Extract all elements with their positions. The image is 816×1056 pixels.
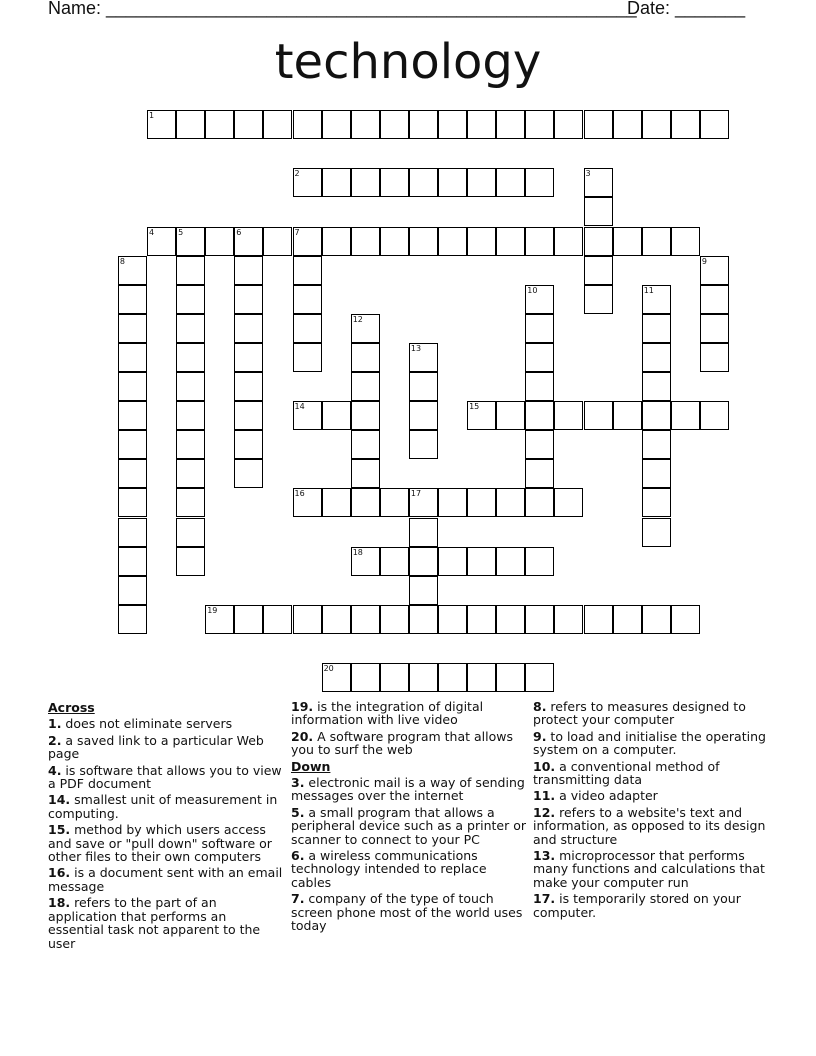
grid-cell[interactable] (351, 605, 380, 634)
grid-cell[interactable] (351, 372, 380, 401)
grid-cell[interactable] (642, 430, 671, 459)
clue-item (48, 866, 284, 893)
grid-cell[interactable] (642, 372, 671, 401)
clue-text: company of the type of touch screen phone most of the world uses today (291, 891, 523, 934)
grid-cell[interactable] (613, 110, 642, 139)
grid-cell[interactable] (409, 518, 438, 547)
grid-cell[interactable] (118, 430, 147, 459)
grid-cell[interactable] (554, 605, 583, 634)
clue-number-label: 11. (533, 788, 556, 804)
clue-item (291, 892, 527, 932)
grid-cell[interactable] (642, 605, 671, 634)
grid-cell[interactable] (351, 110, 380, 139)
grid-cell[interactable] (118, 285, 147, 314)
grid-cell[interactable] (525, 663, 554, 692)
clues-column-3 (533, 700, 769, 922)
grid-cell[interactable] (613, 605, 642, 634)
clue-number-label: 6. (291, 848, 305, 864)
clues-column-2 (291, 700, 527, 936)
grid-cell[interactable] (409, 401, 438, 430)
clue-text: smallest unit of measurement in computing. (48, 792, 278, 821)
grid-cell[interactable] (642, 459, 671, 488)
grid-cell[interactable] (234, 372, 263, 401)
section-heading: Down (291, 758, 331, 774)
grid-cell[interactable] (118, 401, 147, 430)
grid-cell[interactable] (322, 488, 351, 517)
grid-cell[interactable] (700, 343, 729, 372)
grid-cell[interactable] (293, 314, 322, 343)
clue-number: 7 (294, 227, 300, 237)
grid-cell[interactable] (293, 285, 322, 314)
grid-cell[interactable] (351, 401, 380, 430)
name-blank: _____________________________________________________ (106, 0, 637, 18)
grid-cell[interactable] (467, 401, 496, 430)
clue-number-label: 14. (48, 792, 71, 808)
clue-number-label: 17. (533, 891, 556, 907)
grid-cell[interactable] (642, 110, 671, 139)
grid-cell[interactable] (700, 314, 729, 343)
clue-item (48, 896, 284, 950)
grid-cell[interactable] (467, 663, 496, 692)
date-blank: _______ (675, 0, 746, 18)
clue-item (533, 730, 769, 757)
clue-text: is temporarily stored on your computer. (533, 891, 741, 920)
clue-item (291, 700, 527, 727)
grid-cell[interactable] (322, 110, 351, 139)
grid-cell[interactable] (642, 227, 671, 256)
grid-cell[interactable] (642, 285, 671, 314)
clue-text: is a document sent with an email message (48, 865, 283, 894)
clue-text: is the integration of digital information with live video (291, 699, 484, 728)
clue-item (533, 806, 769, 846)
grid-cell[interactable] (525, 488, 554, 517)
grid-cell[interactable] (351, 430, 380, 459)
grid-cell[interactable] (496, 547, 525, 576)
grid-cell[interactable] (409, 343, 438, 372)
grid-cell[interactable] (467, 168, 496, 197)
grid-cell[interactable] (525, 605, 554, 634)
clue-number-label: 13. (533, 848, 556, 864)
grid-cell[interactable] (525, 227, 554, 256)
clue-number: 20 (323, 664, 334, 673)
clue-item (291, 730, 527, 757)
grid-cell[interactable] (642, 314, 671, 343)
grid-cell[interactable] (496, 110, 525, 139)
grid-cell[interactable] (147, 227, 176, 256)
grid-cell[interactable] (438, 547, 467, 576)
clue-item (533, 700, 769, 727)
grid-cell[interactable] (234, 110, 263, 139)
clue-number-label: 19. (291, 699, 314, 714)
clue-number-label: 10. (533, 758, 556, 774)
grid-cell[interactable] (118, 518, 147, 547)
grid-cell[interactable] (671, 227, 700, 256)
grid-cell[interactable] (554, 110, 583, 139)
clue-number-label: 2. (48, 732, 62, 748)
grid-cell[interactable] (496, 401, 525, 430)
clue-number: 17 (410, 489, 422, 499)
grid-cell[interactable] (380, 547, 409, 576)
grid-cell[interactable] (205, 110, 234, 139)
clue-number-label: 18. (48, 895, 71, 911)
puzzle-title: technology (274, 34, 542, 90)
name-label: Name: (48, 0, 107, 18)
grid-cell[interactable] (525, 285, 554, 314)
clue-number: 16 (294, 489, 305, 499)
grid-cell[interactable] (700, 401, 729, 430)
grid-cell[interactable] (584, 227, 613, 256)
grid-cell[interactable] (380, 663, 409, 692)
clue-text: electronic mail is a way of sending messages over the internet (291, 775, 525, 804)
clue-number-label: 16. (48, 865, 71, 881)
grid-cell[interactable] (205, 227, 234, 256)
grid-cell[interactable] (118, 314, 147, 343)
clue-number: 5 (178, 227, 184, 237)
clue-number-label: 7. (291, 891, 305, 907)
grid-cell[interactable] (409, 576, 438, 605)
grid-cell[interactable] (118, 488, 147, 517)
clue-number: 15 (469, 402, 480, 412)
grid-cell[interactable] (642, 343, 671, 372)
grid-cell[interactable] (293, 343, 322, 372)
clue-text: a video adapter (555, 788, 658, 804)
grid-cell[interactable] (438, 488, 467, 517)
grid-cell[interactable] (409, 168, 438, 197)
grid-cell[interactable] (671, 110, 700, 139)
grid-cell[interactable] (438, 168, 467, 197)
grid-cell[interactable] (263, 110, 292, 139)
grid-cell[interactable] (293, 488, 322, 517)
clue-number-label: 1. (48, 716, 62, 732)
grid-cell[interactable] (671, 605, 700, 634)
grid-cell[interactable] (118, 547, 147, 576)
clue-number-label: 3. (291, 775, 305, 791)
grid-cell[interactable] (642, 401, 671, 430)
grid-cell[interactable] (176, 430, 205, 459)
grid-cell[interactable] (351, 663, 380, 692)
clue-number: 12 (352, 314, 363, 324)
grid-cell[interactable] (438, 605, 467, 634)
grid-cell[interactable] (176, 256, 205, 285)
clue-number: 18 (352, 547, 363, 557)
clue-number: 4 (149, 227, 155, 237)
grid-cell[interactable] (118, 459, 147, 488)
grid-cell[interactable] (322, 605, 351, 634)
grid-cell[interactable] (642, 518, 671, 547)
clue-item (533, 849, 769, 889)
grid-cell[interactable] (351, 168, 380, 197)
grid-cell[interactable] (322, 168, 351, 197)
grid-cell[interactable] (496, 663, 525, 692)
clue-item (291, 849, 527, 889)
grid-cell[interactable] (613, 227, 642, 256)
clue-item (533, 892, 769, 919)
clue-text: A software program that allows you to surf the web (291, 728, 513, 758)
grid-cell[interactable] (409, 605, 438, 634)
clue-text: refers to measures designed to protect your computer (533, 699, 746, 728)
clues-column-1 (48, 700, 284, 953)
grid-cell[interactable] (467, 227, 496, 256)
clue-text: method by which users access and save or "pull down" software or other files to their own computers (48, 822, 272, 865)
grid-cell[interactable] (584, 168, 613, 197)
grid-cell[interactable] (351, 343, 380, 372)
grid-cell[interactable] (293, 110, 322, 139)
clue-item (48, 734, 284, 761)
grid-cell[interactable] (293, 256, 322, 285)
clue-text: is software that allows you to view a PDF document (48, 762, 282, 792)
grid-cell[interactable] (525, 168, 554, 197)
grid-cell[interactable] (584, 285, 613, 314)
clue-number-label: 4. (48, 762, 62, 778)
grid-cell[interactable] (176, 314, 205, 343)
clue-text: does not eliminate servers (61, 716, 233, 732)
grid-cell[interactable] (409, 227, 438, 256)
grid-cell[interactable] (380, 168, 409, 197)
clue-number: 19 (207, 605, 218, 615)
grid-cell[interactable] (234, 285, 263, 314)
grid-cell[interactable] (176, 459, 205, 488)
clue-number: 6 (236, 227, 242, 237)
date-label: Date: (627, 0, 676, 18)
grid-cell[interactable] (293, 401, 322, 430)
clue-text: a conventional method of transmitting data (533, 758, 720, 788)
clue-item (533, 760, 769, 787)
grid-cell[interactable] (351, 488, 380, 517)
clue-text: refers to the part of an application that performs an essential task not apparent to the user (48, 895, 261, 951)
clue-number: 10 (527, 285, 538, 295)
grid-cell[interactable] (584, 401, 613, 430)
grid-cell[interactable] (176, 372, 205, 401)
clue-number-label: 15. (48, 822, 71, 838)
clue-text: a small program that allows a peripheral device such as a printer or scanner to connect to your PC (291, 804, 527, 847)
grid-cell[interactable] (380, 605, 409, 634)
clue-text: a wireless communications technology intended to replace cables (291, 848, 487, 890)
grid-cell[interactable] (234, 401, 263, 430)
grid-cell[interactable] (293, 168, 322, 197)
grid-cell[interactable] (118, 605, 147, 634)
clue-number: 3 (585, 169, 591, 179)
clue-item (291, 776, 527, 803)
grid-cell[interactable] (234, 605, 263, 634)
section-heading: Across (48, 700, 95, 715)
grid-cell[interactable] (293, 605, 322, 634)
grid-cell[interactable] (496, 605, 525, 634)
grid-cell[interactable] (322, 227, 351, 256)
clue-number-label: 12. (533, 804, 556, 820)
clue-text: a saved link to a particular Web page (48, 732, 264, 762)
grid-cell[interactable] (584, 256, 613, 285)
clue-text: microprocessor that performs many functions and calculations that make your computer run (533, 848, 765, 890)
clue-number: 1 (149, 111, 155, 121)
grid-cell[interactable] (351, 547, 380, 576)
grid-cell[interactable] (409, 547, 438, 576)
grid-cell[interactable] (525, 547, 554, 576)
grid-cell[interactable] (380, 488, 409, 517)
clue-number: 9 (701, 256, 707, 266)
grid-cell[interactable] (671, 401, 700, 430)
grid-cell[interactable] (467, 547, 496, 576)
grid-cell[interactable] (409, 372, 438, 401)
grid-cell[interactable] (496, 488, 525, 517)
grid-cell[interactable] (467, 488, 496, 517)
grid-cell[interactable] (409, 663, 438, 692)
grid-cell[interactable] (205, 605, 234, 634)
grid-cell[interactable] (234, 430, 263, 459)
clue-number-label: 9. (533, 728, 547, 744)
grid-cell[interactable] (525, 459, 554, 488)
grid-cell[interactable] (176, 518, 205, 547)
grid-cell[interactable] (176, 547, 205, 576)
clue-text: to load and initialise the operating system on a computer. (533, 728, 766, 758)
grid-cell[interactable] (584, 110, 613, 139)
grid-cell[interactable] (176, 227, 205, 256)
grid-cell[interactable] (700, 285, 729, 314)
grid-cell[interactable] (700, 110, 729, 139)
grid-cell[interactable] (700, 256, 729, 285)
clue-item (48, 823, 284, 863)
grid-cell[interactable] (322, 401, 351, 430)
grid-cell[interactable] (438, 227, 467, 256)
grid-cell[interactable] (118, 576, 147, 605)
clue-text: refers to a website's text and information, as opposed to its design and structure (533, 804, 766, 847)
grid-cell[interactable] (409, 430, 438, 459)
grid-cell[interactable] (525, 430, 554, 459)
grid-cell[interactable] (409, 110, 438, 139)
grid-cell[interactable] (118, 256, 147, 285)
clue-number: 13 (410, 343, 422, 353)
grid-cell[interactable] (525, 401, 554, 430)
clue-number: 2 (294, 169, 300, 179)
grid-cell[interactable] (176, 343, 205, 372)
grid-cell[interactable] (351, 314, 380, 343)
grid-cell[interactable] (380, 110, 409, 139)
grid-cell[interactable] (176, 488, 205, 517)
grid-cell[interactable] (613, 401, 642, 430)
grid-cell[interactable] (176, 401, 205, 430)
grid-cell[interactable] (351, 227, 380, 256)
grid-cell[interactable] (438, 110, 467, 139)
grid-cell[interactable] (147, 110, 176, 139)
clue-number-label: 8. (533, 699, 547, 714)
grid-cell[interactable] (554, 401, 583, 430)
grid-cell[interactable] (525, 343, 554, 372)
grid-cell[interactable] (322, 663, 351, 692)
grid-cell[interactable] (176, 110, 205, 139)
grid-cell[interactable] (118, 372, 147, 401)
grid-cell[interactable] (351, 459, 380, 488)
grid-cell[interactable] (467, 605, 496, 634)
clue-number: 8 (119, 256, 125, 266)
grid-cell[interactable] (584, 605, 613, 634)
grid-cell[interactable] (176, 285, 205, 314)
clue-item (48, 717, 284, 730)
grid-cell[interactable] (467, 110, 496, 139)
grid-cell[interactable] (438, 663, 467, 692)
grid-cell[interactable] (263, 605, 292, 634)
clue-item (48, 764, 284, 791)
clue-number-label: 5. (291, 804, 305, 820)
grid-cell[interactable] (496, 227, 525, 256)
clue-number: 14 (294, 402, 305, 412)
grid-cell[interactable] (525, 372, 554, 401)
grid-cell[interactable] (118, 343, 147, 372)
grid-cell[interactable] (554, 488, 583, 517)
grid-cell[interactable] (496, 168, 525, 197)
grid-cell[interactable] (584, 197, 613, 226)
grid-cell[interactable] (642, 488, 671, 517)
grid-cell[interactable] (293, 227, 322, 256)
clue-item (48, 793, 284, 820)
grid-cell[interactable] (525, 314, 554, 343)
grid-cell[interactable] (234, 459, 263, 488)
grid-cell[interactable] (234, 227, 263, 256)
grid-cell[interactable] (409, 488, 438, 517)
grid-cell[interactable] (234, 343, 263, 372)
grid-cell[interactable] (234, 256, 263, 285)
grid-cell[interactable] (234, 314, 263, 343)
clue-number-label: 20. (291, 728, 314, 744)
clue-item (533, 789, 769, 802)
clue-number: 11 (643, 285, 654, 295)
grid-cell[interactable] (554, 227, 583, 256)
grid-cell[interactable] (263, 227, 292, 256)
grid-cell[interactable] (525, 110, 554, 139)
grid-cell[interactable] (380, 227, 409, 256)
clue-item (291, 806, 527, 846)
